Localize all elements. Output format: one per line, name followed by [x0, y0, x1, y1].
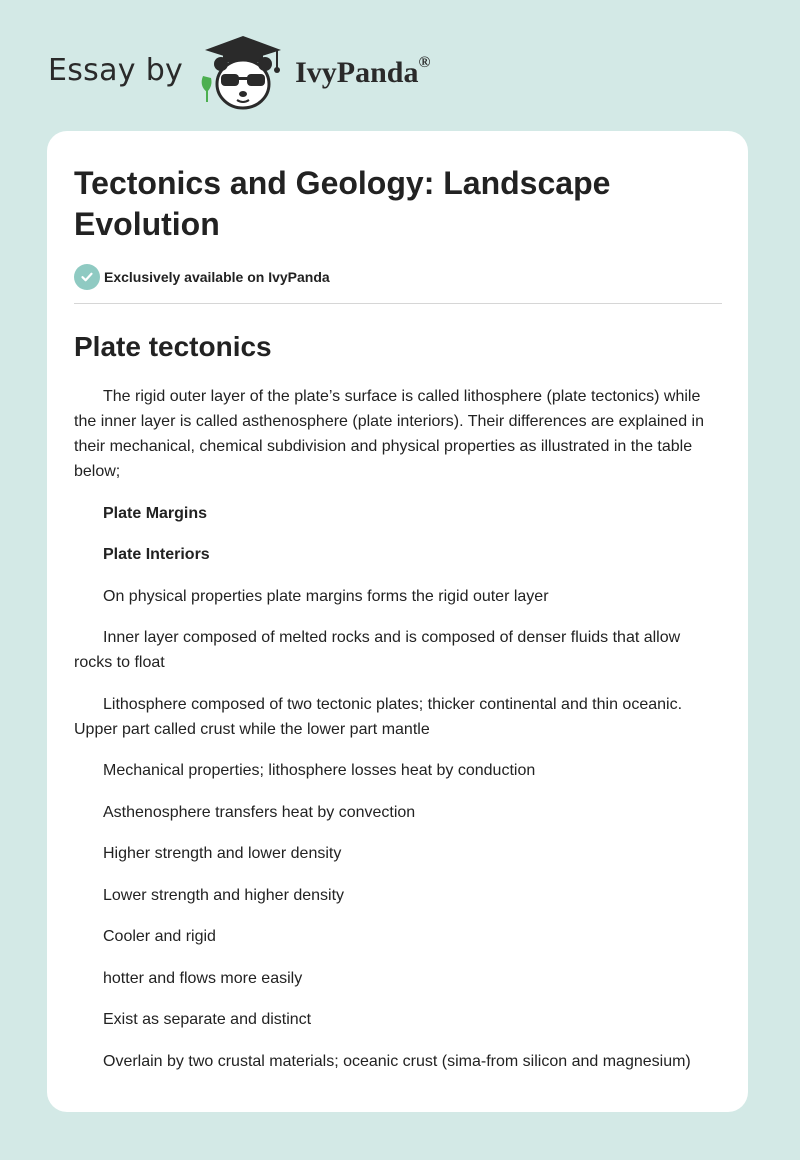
- paragraph: On physical properties plate margins forms the rigid outer layer: [103, 587, 549, 605]
- table-header-plate-margins: Plate Margins: [103, 504, 208, 522]
- paragraph: Cooler and rigid: [103, 928, 216, 945]
- essay-by-label: Essay by: [48, 52, 184, 88]
- brand-name[interactable]: IvyPanda®: [295, 54, 431, 89]
- site-header: [48, 32, 430, 112]
- essay-body: [74, 384, 722, 1074]
- paragraph: hotter and flows more easily: [103, 969, 303, 987]
- essay-card: [47, 131, 748, 1112]
- paragraph: The rigid outer layer of the plate’s surface is called lithosphere (plate tectonics) while the inner layer is called asthenosphere (plate interiors). Their differences are explained in their mechanical, chemical subdivision and physical properties as illustrated in the table below;: [74, 388, 704, 480]
- paragraph: Asthenosphere transfers heat by convection: [103, 803, 416, 821]
- exclusive-label: Exclusively available on IvyPanda: [104, 269, 330, 285]
- panda-logo-icon[interactable]: [197, 32, 293, 112]
- divider: [74, 303, 722, 304]
- page-title: Tectonics and Geology: Landscape Evolution: [74, 165, 611, 242]
- exclusive-badge: [74, 263, 722, 291]
- table-header-plate-interiors: Plate Interiors: [103, 546, 210, 563]
- paragraph: Mechanical properties; lithosphere losses heat by conduction: [103, 762, 536, 779]
- registered-mark: ®: [418, 54, 431, 71]
- section-heading: Plate tectonics: [74, 331, 272, 362]
- paragraph: Higher strength and lower density: [103, 845, 342, 862]
- paragraph: Inner layer composed of melted rocks and is composed of denser fluids that allow rocks to float: [74, 629, 681, 671]
- paragraph: Overlain by two crustal materials; oceanic crust (sima-from silicon and magnesium): [103, 1052, 691, 1070]
- paragraph: Lithosphere composed of two tectonic plates; thicker continental and thin oceanic. Upper part called crust while the lower part mantle: [74, 695, 683, 738]
- check-icon: [74, 264, 100, 290]
- paragraph: Lower strength and higher density: [103, 886, 345, 904]
- paragraph: Exist as separate and distinct: [103, 1011, 312, 1028]
